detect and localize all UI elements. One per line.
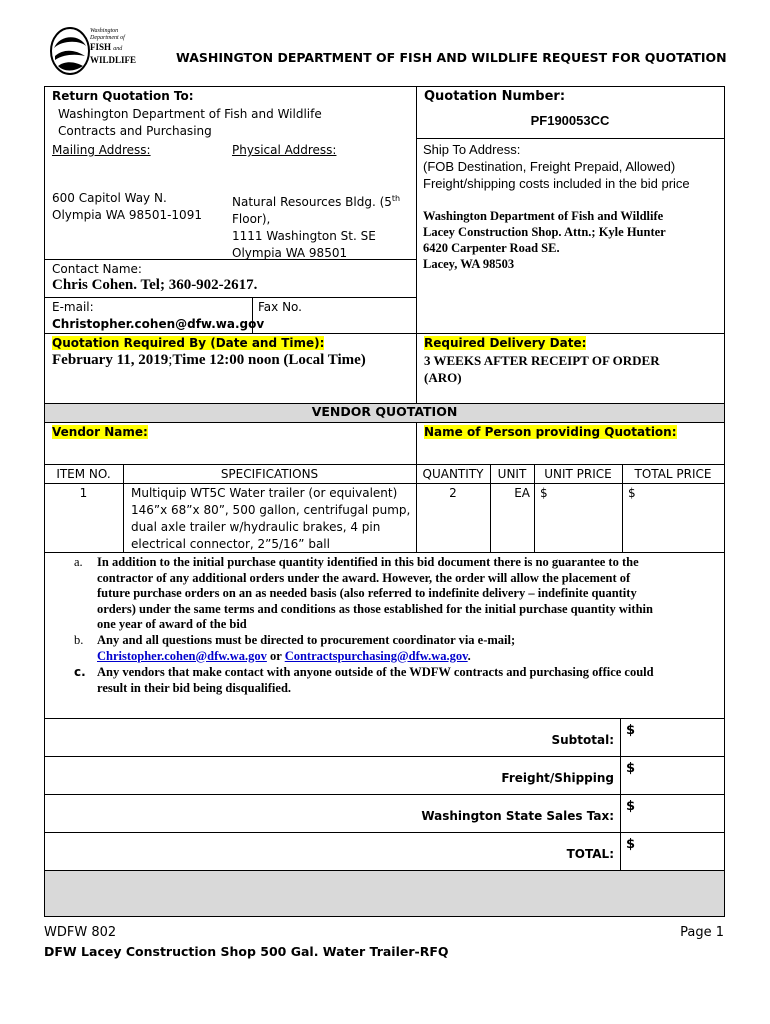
term-a-line-4: orders) under the same terms and conditions as those established for the initial purchase quantity within bbox=[97, 601, 653, 616]
row-spec-4: electrical connector, 2”5/16” ball bbox=[131, 537, 330, 551]
col-unit: UNIT bbox=[497, 467, 527, 481]
term-c-line-1: Any vendors that make contact with anyone outside of the WDFW contracts and purchasing office could bbox=[97, 665, 654, 679]
delivery-value-1: 3 WEEKS AFTER RECEIPT OF ORDER bbox=[424, 353, 660, 368]
term-b-line-1: Any and all questions must be directed to procurement coordinator via e-mail; bbox=[97, 633, 516, 647]
term-b-end: . bbox=[467, 648, 471, 663]
coordinator-email-link[interactable]: Christopher.cohen@dfw.wa.gov bbox=[97, 648, 267, 663]
row-quantity: 2 bbox=[449, 486, 457, 500]
return-dept: Contracts and Purchasing bbox=[58, 124, 212, 138]
logo-wildlife: WILDLIFE bbox=[90, 55, 137, 65]
physical-address-label: Physical Address: bbox=[232, 143, 337, 157]
quote-person-label: Name of Person providing Quotation: bbox=[424, 425, 677, 439]
ship-to-label: Ship To Address: bbox=[423, 142, 521, 157]
logo-and: and bbox=[113, 46, 123, 52]
form-number: WDFW 802 bbox=[44, 925, 117, 940]
ship-city: Lacey, WA 98503 bbox=[423, 257, 515, 271]
phys-line-4: Olympia WA 98501 bbox=[232, 246, 348, 260]
logo-line-2: Department of bbox=[90, 35, 125, 41]
term-a-line-2: contractor of any additional orders under the award. However, the order will allow the placement of bbox=[97, 570, 631, 585]
mail-line-1: 600 Capitol Way N. bbox=[52, 191, 167, 205]
freight-label: Freight/Shipping bbox=[501, 771, 614, 785]
term-b-or: or bbox=[266, 648, 285, 663]
required-by-date: February 11, 2019 bbox=[52, 352, 169, 368]
term-a-line-3: future purchase orders on an as needed basis (also referred to indefinite delivery – indefinite quantity bbox=[97, 586, 637, 600]
col-item-no: ITEM NO. bbox=[56, 467, 111, 481]
quotation-number-label: Quotation Number: bbox=[424, 89, 566, 104]
ship-to-line-1: (FOB Destination, Freight Prepaid, Allowed) bbox=[423, 159, 676, 174]
subtotal-currency: $ bbox=[626, 723, 636, 738]
wdfw-logo bbox=[50, 26, 137, 80]
row-spec-2: 146”x 68”x 80”, 500 gallon, centrifugal pump, bbox=[131, 503, 411, 517]
term-b-marker: b. bbox=[74, 633, 84, 647]
row-spec-1: Multiquip WT5C Water trailer (or equivalent) bbox=[131, 486, 398, 500]
ship-attn: Lacey Construction Shop. Attn.; Kyle Hunter bbox=[423, 225, 666, 239]
required-by-sep: ; bbox=[168, 352, 173, 368]
freight-currency: $ bbox=[626, 761, 636, 776]
tax-currency: $ bbox=[626, 799, 636, 814]
col-specifications: SPECIFICATIONS bbox=[220, 467, 319, 481]
quotation-number-value: PF190053CC bbox=[530, 113, 610, 128]
phys-line-1: Natural Resources Bldg. (5 bbox=[232, 195, 392, 209]
sales-tax-label: Washington State Sales Tax: bbox=[421, 809, 614, 823]
delivery-value-2: (ARO) bbox=[424, 370, 462, 385]
row-total-price: $ bbox=[628, 486, 636, 500]
row-item-no: 1 bbox=[79, 486, 88, 500]
required-by-label: Quotation Required By (Date and Time): bbox=[52, 336, 325, 350]
page-number: Page 1 bbox=[680, 925, 724, 940]
logo-fish: FISH bbox=[90, 42, 112, 52]
mail-line-2: Olympia WA 98501-1091 bbox=[52, 208, 202, 222]
term-c-line-2: result in their bid being disqualified. bbox=[97, 680, 292, 695]
col-unit-price: UNIT PRICE bbox=[544, 467, 612, 481]
required-by-time: Time 12:00 noon (Local Time) bbox=[172, 352, 366, 368]
phys-sup: th bbox=[391, 194, 401, 203]
ship-org: Washington Department of Fish and Wildlife bbox=[423, 209, 664, 223]
return-quotation-label: Return Quotation To: bbox=[52, 89, 194, 103]
email-label: E-mail: bbox=[52, 300, 94, 314]
delivery-label: Required Delivery Date: bbox=[424, 336, 587, 350]
mailing-address-label: Mailing Address: bbox=[52, 143, 151, 157]
col-quantity: QUANTITY bbox=[422, 467, 484, 481]
contracts-email-link[interactable]: Contractspurchasing@dfw.wa.gov bbox=[284, 648, 468, 663]
subtotal-label: Subtotal: bbox=[551, 733, 614, 747]
vendor-name-label: Vendor Name: bbox=[52, 425, 148, 439]
document-title: WASHINGTON DEPARTMENT OF FISH AND WILDLIFE REQUEST FOR QUOTATION bbox=[176, 50, 727, 65]
term-a-line-5: one year of award of the bid bbox=[97, 617, 247, 631]
row-unit-price: $ bbox=[540, 486, 548, 500]
return-org: Washington Department of Fish and Wildlife bbox=[58, 107, 322, 121]
contact-name-label: Contact Name: bbox=[52, 262, 142, 276]
document-name: DFW Lacey Construction Shop 500 Gal. Water Trailer-RFQ bbox=[44, 944, 449, 959]
fax-label: Fax No. bbox=[258, 300, 302, 314]
logo-line-1: Washington bbox=[90, 28, 119, 34]
ship-street: 6420 Carpenter Road SE. bbox=[423, 241, 560, 255]
term-a-line-1: In addition to the initial purchase quantity identified in this bid document there is no guarantee to the bbox=[97, 555, 639, 569]
row-unit: EA bbox=[514, 486, 530, 500]
col-total-price: TOTAL PRICE bbox=[634, 467, 712, 481]
ship-to-line-2: Freight/shipping costs included in the bid price bbox=[423, 176, 690, 191]
fish-wildlife-emblem-icon bbox=[50, 26, 90, 76]
total-label: TOTAL: bbox=[566, 847, 614, 861]
term-c-marker: c. bbox=[74, 665, 86, 679]
phys-line-3: 1111 Washington St. SE bbox=[232, 229, 376, 243]
phys-line-2: Floor), bbox=[232, 212, 271, 226]
contact-name-value: Chris Cohen. Tel; 360-902-2617. bbox=[52, 277, 258, 293]
row-spec-3: dual axle trailer w/hydraulic brakes, 4 pin bbox=[131, 520, 381, 534]
total-currency: $ bbox=[626, 837, 636, 852]
term-a-marker: a. bbox=[74, 555, 83, 569]
vendor-section-title: VENDOR QUOTATION bbox=[311, 404, 458, 419]
contact-email-value: Christopher.cohen@dfw.wa.gov bbox=[52, 317, 265, 331]
